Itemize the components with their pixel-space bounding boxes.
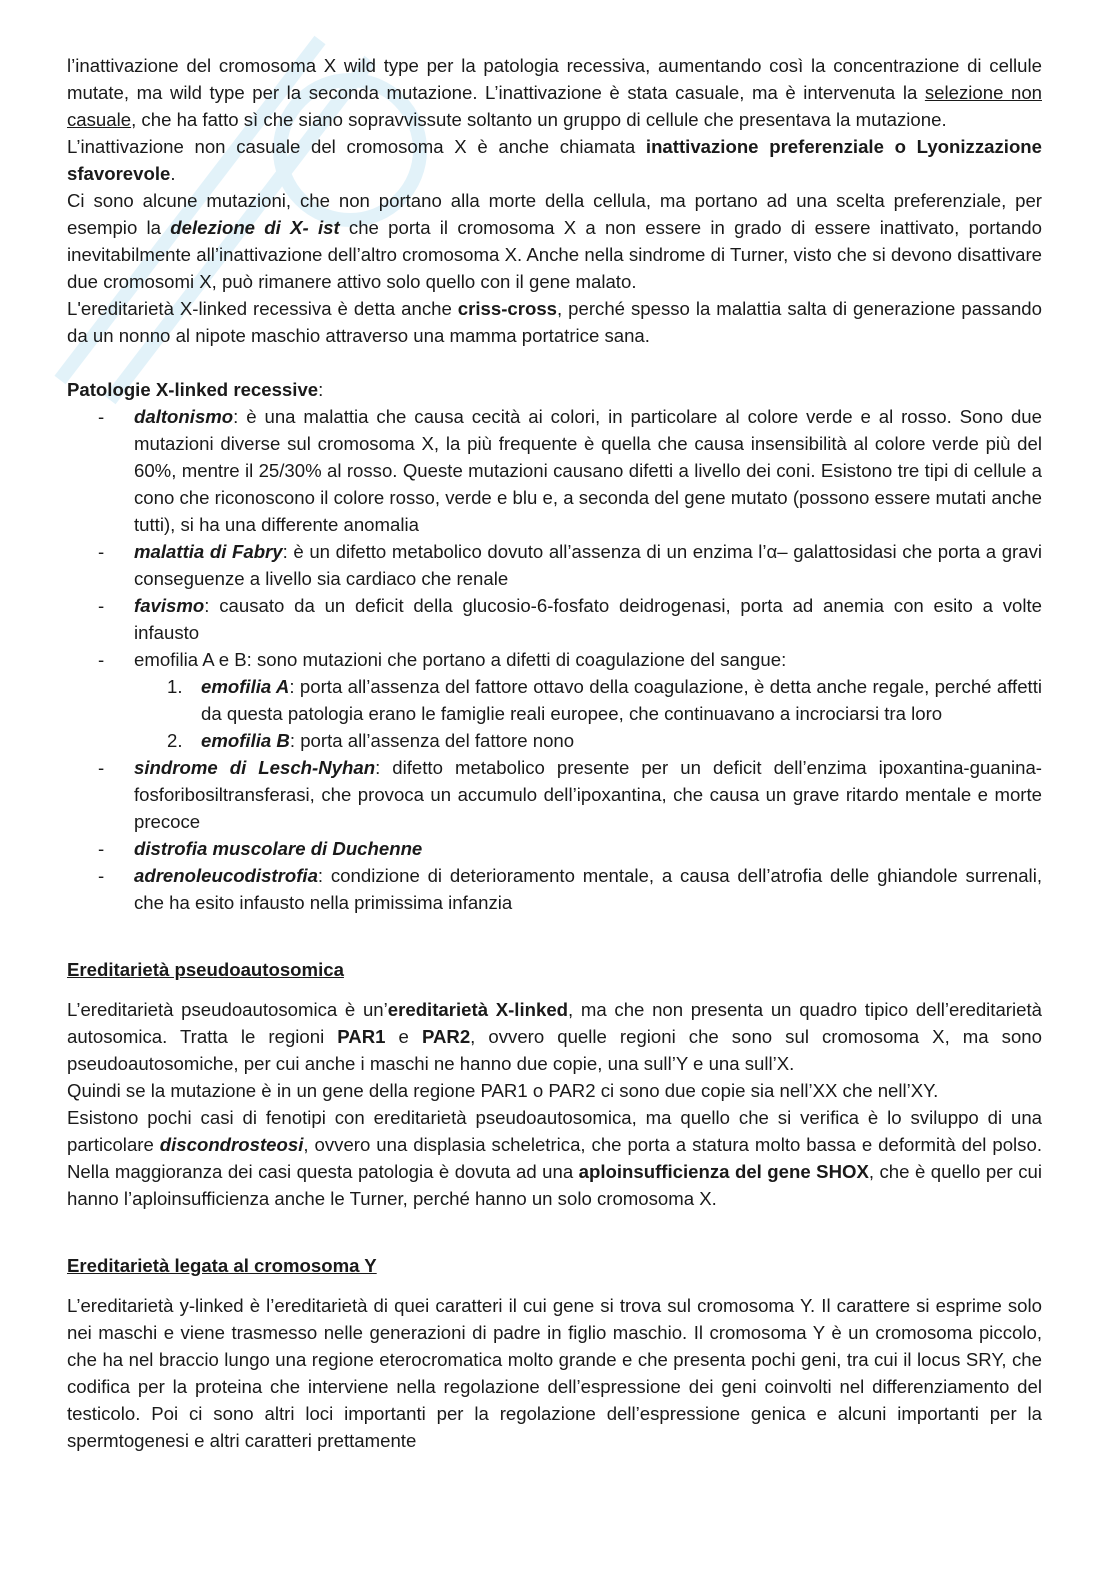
paragraph-pseudo-1: L’ereditarietà pseudoautosomica è un’ereditarietà X-linked, ma che non presenta un quadro tipico dell’ereditarietà autosomica. Tratta le regioni PAR1 e PAR2, ovvero quelle regioni che sono sul cromosoma X, ma sono pseudoautosomiche, per cui anche i maschi ne hanno due copie, una sull’Y e una sull’X. xyxy=(67,999,1042,1074)
paragraph-lyonizzazione: L’inattivazione non casuale del cromosoma X è anche chiamata inattivazione preferenziale o Lyonizzazione sfavorevole. xyxy=(67,136,1042,184)
document-page xyxy=(67,52,1042,1454)
paragraph-pseudo-2: Quindi se la mutazione è in un gene della regione PAR1 o PAR2 ci sono due copie sia nell’XX che nell’XY. xyxy=(67,1080,939,1101)
list-item: - distrofia muscolare di Duchenne xyxy=(98,838,423,859)
paragraph-ylinked-1: L’ereditarietà y-linked è l’ereditarietà di quei caratteri il cui gene si trova sul cromosoma Y. Il carattere si esprime solo nei maschi e viene trasmesso nelle generazioni di padre in figlio maschio. Il cromosoma Y è un cromosoma piccolo, che ha nel braccio lungo una regione eterocromatica molto grande e che presenta pochi geni, tra cui il locus SRY, che codifica per la proteina che interviene nella regolazione dell’espressione dei geni coinvolti nel differenziamento del testicolo. Poi ci sono altri loci importanti per la regolazione dell’espressione genica e alcuni importanti per la spermtogenesi e altri caratteri prettamente xyxy=(67,1295,1042,1451)
list-item: - daltonismo: è una malattia che causa cecità ai colori, in particolare al colore verde e al rosso. Sono due mutazioni diverse sul cromosoma X, la più frequente è quella che causa insensibilità al colore verde più del 60%, mentre il 25/30% al rosso. Queste mutazioni causano difetti a livello dei coni. Esistono tre tipi di cellule a cono che riconoscono il colore rosso, verde e blu e, a seconda del gene mutato (possono essere mutati anche tutti), si ha una differente anomalia xyxy=(98,406,1042,535)
section-title-xlinked: Patologie X-linked recessive: xyxy=(67,379,324,400)
paragraph-mutazioni: Ci sono alcune mutazioni, che non portano alla morte della cellula, ma portano ad una scelta preferenziale, per esempio la delezione di X- ist che porta il cromosoma X a non essere in grado di essere inattivato, portando inevitabilmente all’inattivazione dell’altro cromosoma X. Anche nella sindrome di Turner, visto che si devono disattivare due cromosomi X, può rimanere attivo solo quello con il gene malato. xyxy=(67,190,1042,292)
numbered-item: 2. emofilia B: porta all’assenza del fattore nono xyxy=(167,730,575,751)
xlinked-list xyxy=(67,403,1042,916)
bold-term: inattivazione preferenziale o Lyonizzazione sfavorevole xyxy=(67,136,1042,184)
paragraph-inattivazione: l’inattivazione del cromosoma X wild type per la patologia recessiva, aumentando così la concentrazione di cellule mutate, ma wild type per la seconda mutazione. L’inattivazione è stata casuale, ma è intervenuta la selezione non casuale, che ha fatto sì che siano sopravvissute soltanto un gruppo di cellule che presentava la mutazione. xyxy=(67,55,1042,130)
list-item: - adrenoleucodistrofia: condizione di deterioramento mentale, a causa dell’atrofia delle ghiandole surrenali, che ha esito infausto nella primissima infanzia xyxy=(98,865,1042,913)
list-item: - emofilia A e B: sono mutazioni che portano a difetti di coagulazione del sangue: 1. emofilia A: porta all’assenza del fattore ottavo della coagulazione, è detta anche regale, perché affetti da questa patologia erano le famiglie reali europee, che continuavano a incrociarsi tra loro 2. emofilia B: porta all’assenza del fattore nono xyxy=(67,646,1042,754)
underlined-term: selezione non casuale xyxy=(67,82,1042,130)
list-item: - favismo: causato da un deficit della glucosio-6-fosfato deidrogenasi, porta ad anemia con esito a volte infausto xyxy=(98,595,1042,643)
paragraph-criss-cross: L'ereditarietà X-linked recessiva è detta anche criss-cross, perché spesso la malattia salta di generazione passando da un nonno al nipote maschio attraverso una mamma portatrice sana. xyxy=(67,298,1042,346)
list-item: - malattia di Fabry: è un difetto metabolico dovuto all’assenza di un enzima l’α– galattosidasi che porta a gravi conseguenze a livello sia cardiaco che renale xyxy=(98,541,1043,589)
bold-italic-term: delezione di X- ist xyxy=(170,217,340,238)
emofilia-sublist xyxy=(134,673,1042,754)
paragraph-pseudo-3: Esistono pochi casi di fenotipi con ereditarietà pseudoautosomica, ma quello che si verifica è lo sviluppo di una particolare discondrosteosi, ovvero una displasia scheletrica, che porta a statura molto bassa e deformità del polso. Nella maggioranza dei casi questa patologia è dovuta ad una aploinsufficienza del gene SHOX, che è quello per cui hanno l’aploinsufficienza anche le Turner, perché hanno un solo cromosoma X. xyxy=(67,1107,1042,1209)
heading-pseudoautosomica: Ereditarietà pseudoautosomica xyxy=(67,959,344,980)
bold-term: criss-cross xyxy=(457,298,558,319)
list-item: - sindrome di Lesch-Nyhan: difetto metabolico presente per un deficit dell’enzima ipoxantina-guanina-fosforibosiltransferasi, che provoca un accumulo dell’ipoxantina, che causa un grave ritardo mentale e morte precoce xyxy=(98,757,1042,832)
heading-ylinked: Ereditarietà legata al cromosoma Y xyxy=(67,1255,377,1276)
numbered-item: 1. emofilia A: porta all’assenza del fattore ottavo della coagulazione, è detta anche regale, perché affetti da questa patologia erano le famiglie reali europee, che continuavano a incrociarsi tra loro xyxy=(167,676,1043,724)
